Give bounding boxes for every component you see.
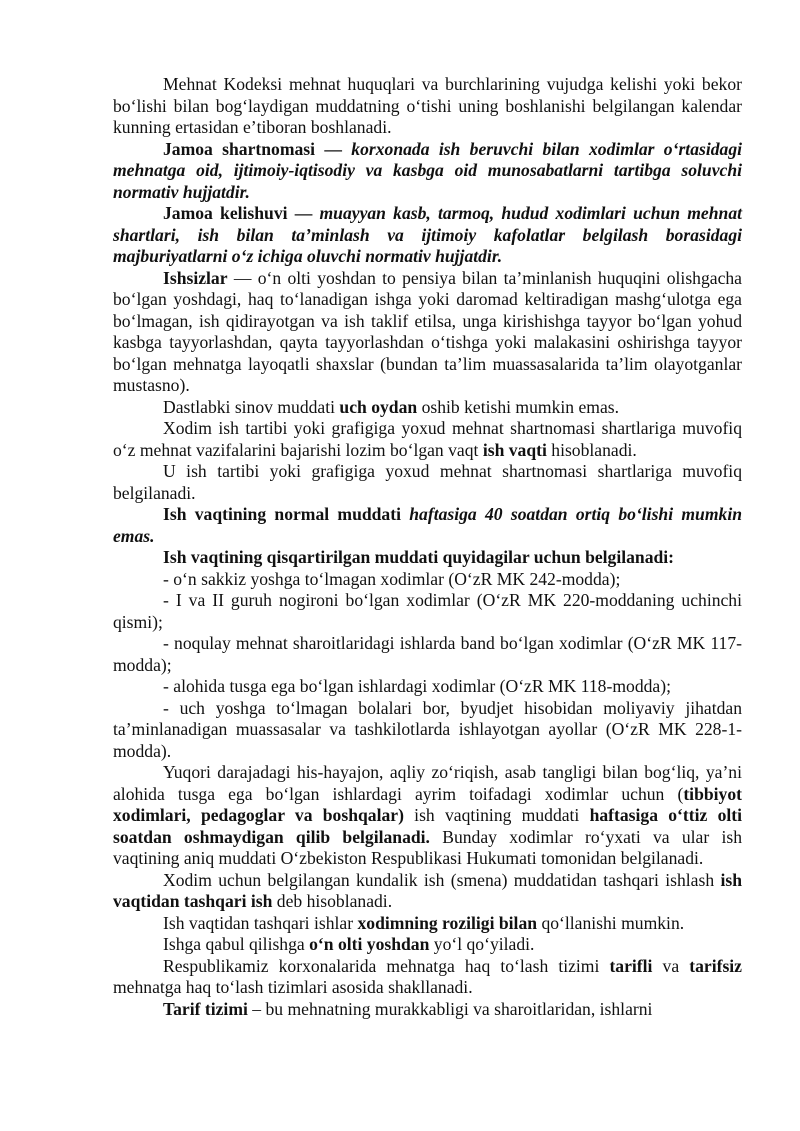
bold-italic-text-run: haftasiga 40 soatdan ortiq boʻlishi mumkin emas. <box>113 504 742 546</box>
paragraph <box>113 569 742 591</box>
text-run: - oʻn sakkiz yoshga toʻlmagan xodimlar (OʻzR MK 242-modda); <box>163 568 621 589</box>
paragraph <box>113 913 742 935</box>
text-run: Yuqori darajadagi his-hayajon, aqliy zoʻriqish, asab tangligi bilan bogʻliq, yaʼni alohida tusga ega boʻlgan ishlardagi ayrim toifadagi xodimlar uchun ( <box>113 762 742 804</box>
paragraph <box>113 762 742 870</box>
paragraph <box>113 268 742 397</box>
paragraph <box>113 418 742 461</box>
paragraph <box>113 504 742 547</box>
text-run: Xodim uchun belgilangan kundalik ish (smena) muddatidan tashqari ishlash <box>163 869 721 890</box>
paragraph <box>113 74 742 139</box>
paragraph <box>113 934 742 956</box>
paragraph <box>113 547 742 569</box>
bold-text-run: oʻn olti yoshdan <box>309 934 430 954</box>
bold-text-run: xodimning roziligi bilan <box>357 912 538 933</box>
bold-text-run: tibbiyot xodimlari, pedagoglar va boshqalar) <box>113 783 742 825</box>
bold-text-run: haftasiga oʻttiz olti soatdan oshmaydigan qilib belgilanadi. <box>113 805 742 847</box>
text-run: yoʻl qoʻyiladi. <box>429 934 535 954</box>
text-run: hisoblanadi. <box>546 439 637 460</box>
bold-text-run: Ishsizlar <box>163 267 228 288</box>
bold-text-run: Jamoa shartnomasi — <box>163 138 352 159</box>
paragraph <box>113 698 742 763</box>
paragraph <box>113 956 742 999</box>
text-run: - noqulay mehnat sharoitlaridagi ishlarda band boʻlgan xodimlar (OʻzR MK 117-modda); <box>113 633 742 675</box>
paragraph <box>113 139 742 204</box>
text-run: - alohida tusga ega boʻlgan ishlardagi xodimlar (OʻzR MK 118-modda); <box>163 676 671 696</box>
text-run: mehnatga haq toʻlash tizimlari asosida shakllanadi. <box>113 977 473 997</box>
text-run: va <box>652 955 690 976</box>
text-run: Ish vaqtidan tashqari ishlar <box>163 912 358 933</box>
paragraph <box>113 397 742 419</box>
bold-text-run: uch oydan <box>339 396 418 417</box>
text-run: - I va II guruh nogironi boʻlgan xodimlar (OʻzR MK 220-moddaning uchinchi qismi); <box>113 590 742 632</box>
bold-text-run: ish vaqtidan tashqari ish <box>113 869 742 911</box>
bold-text-run: tarifsiz <box>689 955 742 976</box>
document-body <box>113 74 742 1020</box>
text-run: Dastlabki sinov muddati <box>163 396 340 417</box>
paragraph <box>113 870 742 913</box>
bold-text-run: Jamoa kelishuvi — <box>163 203 320 223</box>
bold-text-run: Tarif tizimi <box>163 998 248 1019</box>
paragraph <box>113 999 742 1021</box>
text-run: Mehnat Kodeksi mehnat huquqlari va burchlarining vujudga kelishi yoki bekor boʻlishi bilan bogʻlaydigan muddatning oʻtishi uning boshlanishi belgilangan kalendar kunning ertasidan eʼtiboran boshlanadi. <box>113 74 742 137</box>
bold-text-run: ish vaqti <box>482 439 547 460</box>
bold-text-run: Ish vaqtining qisqartirilgan muddati quyidagilar uchun belgilanadi: <box>163 547 675 567</box>
text-run: – bu mehnatning murakkabligi va sharoitlaridan, ishlarni <box>247 998 653 1019</box>
text-run: qoʻllanishi mumkin. <box>537 912 685 933</box>
paragraph <box>113 461 742 504</box>
text-run: Ishga qabul qilishga <box>163 934 310 954</box>
paragraph <box>113 590 742 633</box>
bold-text-run: tarifli <box>609 955 653 976</box>
bold-italic-text-run: muayyan kasb, tarmoq, hudud xodimlari uchun mehnat shartlari, ish bilan taʼminlash va ijtimoiy kafolatlar belgilash borasidagi majburiyatlarni oʻz ichiga oluvchi normativ hujjatdir. <box>113 203 743 266</box>
text-run: Respublikamiz korxonalarida mehnatga haq toʻlash tizimi <box>163 955 610 976</box>
text-run: oshib ketishi mumkin emas. <box>417 396 620 417</box>
text-run: ish vaqtining muddati <box>403 805 590 825</box>
text-run: U ish tartibi yoki grafigiga yoxud mehnat shartnomasi shartlariga muvofiq belgilanadi. <box>113 461 742 503</box>
paragraph <box>113 633 742 676</box>
text-run: - uch yoshga toʻlmagan bolalari bor, byudjet hisobidan moliyaviy jihatdan taʼminlanadigan muassasalar va tashkilotlarda ishlayotgan ayollar (OʻzR MK 228-1-modda). <box>113 697 742 761</box>
text-run: Bunday xodimlar roʻyxati va ular ish vaqtining aniq muddati Oʻzbekiston Respublikasi Hukumati tomonidan belgilanadi. <box>113 826 742 868</box>
paragraph <box>113 676 742 698</box>
paragraph <box>113 203 742 268</box>
bold-italic-text-run: korxonada ish beruvchi bilan xodimlar oʻrtasidagi mehnatga oid, ijtimoiy-iqtisodiy va kasbga oid munosabatlarni tartibga soluvchi normativ hujjatdir. <box>113 138 743 202</box>
text-run: Xodim ish tartibi yoki grafigiga yoxud mehnat shartnomasi shartlariga muvofiq oʻz mehnat vazifalarini bajarishi lozim boʻlgan vaqt <box>113 418 742 460</box>
bold-text-run: Ish vaqtining normal muddati <box>163 504 410 524</box>
text-run: deb hisoblanadi. <box>272 891 393 911</box>
text-run: — oʻn olti yoshdan to pensiya bilan taʼminlanish huquqini olishgacha boʻlgan yoshdagi, haq toʻlanadigan ishga yoki daromad keltiradigan mashgʻulotga ega boʻlmagan, ish qidirayotgan va ish taklif etilsa, unga kirishishga tayyor boʻlgan yohud kasbga tayyorlashdan, qayta tayyorlashdan oʻtishga yoki malakasini oshirishga tayyor boʻlgan mehnatga layoqatli shaxslar (bundan taʼlim muassasalarida taʼlim olayotganlar mustasno). <box>113 267 742 395</box>
